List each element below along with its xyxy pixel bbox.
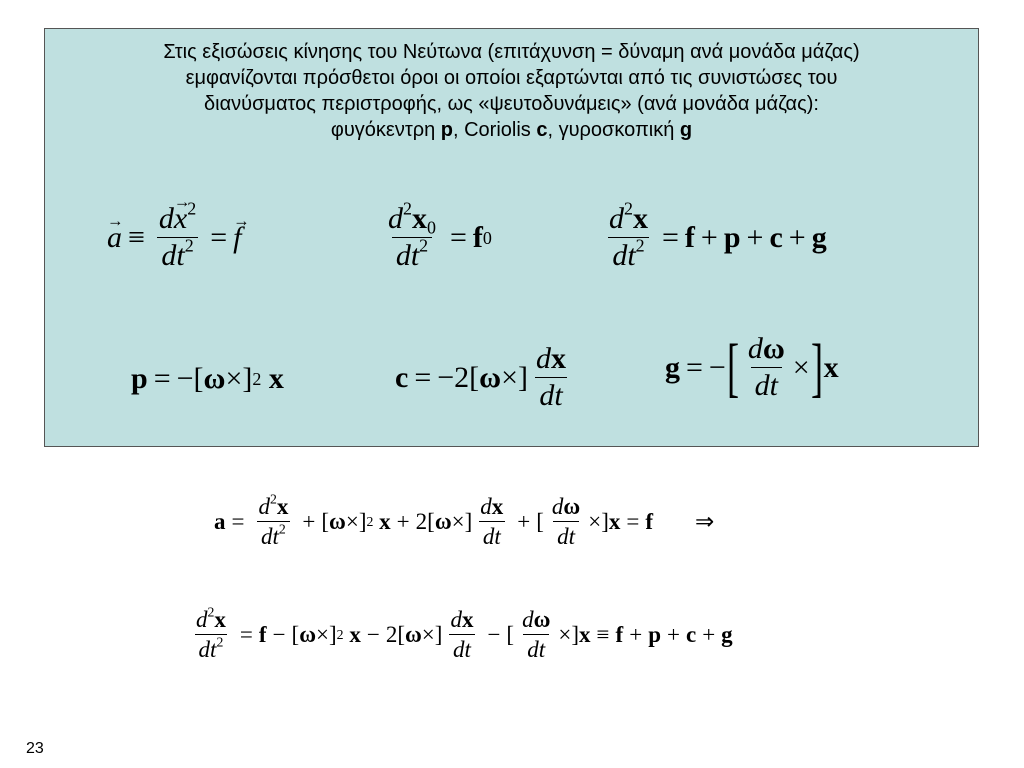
intro-text bbox=[45, 39, 978, 143]
intro-line: Στις εξισώσεις κίνησης του Νεύτωνα (επιτάχυνση = δύναμη ανά μονάδα μάζας) bbox=[163, 41, 860, 63]
equation-coriolis: c = −2[ ω ×] $\frac{dx}{dt}$ bbox=[395, 342, 567, 412]
intro-line: διανύσματος περιστροφής, ως «ψευτοδυνάμεις» (ανά μονάδα μάζας): bbox=[204, 93, 819, 115]
page-number: 23 bbox=[26, 740, 44, 757]
intro-line: φυγόκεντρη p, Coriolis c, γυροσκοπική g bbox=[330, 119, 693, 141]
equation-acceleration: → a ≡ $\frac{d\to x^2}{dt^2}$ = → f bbox=[107, 204, 242, 271]
equation-centrifugal: p = −[ ω ×] 2 x bbox=[131, 362, 284, 395]
definition-box bbox=[44, 28, 979, 447]
equation-combined-2: $\frac{d^2x}{dt^2}$ = f − [ ω ×] 2 x − 2[ ω ×] $\frac{dx}{dt}$ − [ $\frac{d\omega}{dt}$ ×] x ≡ f + p + c + g bbox=[196, 604, 733, 662]
intro-line: εμφανίζονται πρόσθετοι όροι οι οποίοι εξαρτώνται από τις συνιστώσες του bbox=[185, 67, 838, 89]
equation-combined-1: a = $\frac{d^2x}{dt^2}$ + [ ω ×] 2 x + 2[ ω ×] $\frac{dx}{dt}$ + [ $\frac{d\omega}{dt}$ ×] x = f ⇒ bbox=[214, 491, 715, 549]
equation-gyroscopic: g = − [ $\frac{d\omega}{dt}$ × ] x bbox=[665, 330, 839, 404]
equation-inertial: $\frac{d^2x_0}{dt^2}$ = f 0 bbox=[388, 198, 492, 272]
equation-rotating: $\frac{d^2x}{dt^2}$ = f + p + c + g bbox=[609, 198, 827, 272]
